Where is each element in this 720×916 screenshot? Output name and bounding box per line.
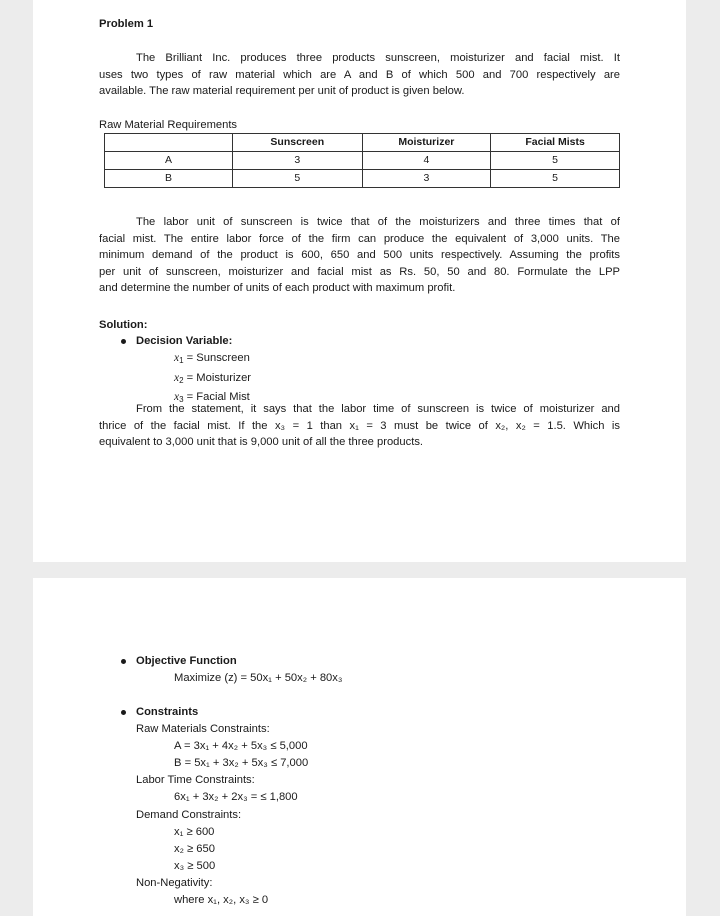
labor-line-4: per unit of sunscreen, moisturizer and facial mist as Rs. 50, 50 and 80. Formulate the LPP: [99, 265, 620, 278]
labor-constraints-heading: Labor Time Constraints:: [136, 774, 255, 786]
raw-material-table: [104, 133, 620, 188]
table-caption: Raw Material Requirements: [99, 119, 238, 131]
objective-expression: Maximize (z) = 50x₁ + 50x₂ + 80x₃: [174, 672, 343, 684]
table-cell: 5: [491, 170, 620, 188]
document-page-2: [33, 578, 686, 916]
variable-item: $x_2$ = Moisturizer: [174, 371, 252, 385]
demand-constraint-1: x₁ ≥ 600: [174, 826, 215, 838]
table-header-blank: [105, 134, 233, 152]
table-header-sunscreen: Sunscreen: [233, 134, 363, 152]
table-cell: 5: [233, 170, 363, 188]
demand-constraints-heading: Demand Constraints:: [136, 809, 242, 821]
objective-heading: Objective Function: [136, 655, 237, 667]
demand-constraint-2: x₂ ≥ 650: [174, 843, 215, 855]
variable-item: $x_1$ = Sunscreen: [174, 352, 250, 365]
nonneg-constraint: where x₁, x₂, x₃ ≥ 0: [174, 894, 269, 906]
raw-constraint-a: A = 3x₁ + 4x₂ + 5x₃ ≤ 5,000: [174, 740, 308, 752]
raw-constraints-heading: Raw Materials Constraints:: [136, 723, 270, 735]
labor-line-2: facial mist. The entire labor force of the firm can produce the equivalent of 3,000 units. The: [99, 232, 620, 245]
table-row: [105, 170, 620, 188]
labor-line-1: The labor unit of sunscreen is twice that of the moisturizers and three times that of: [136, 216, 620, 228]
labor-line-5: and determine the number of units of each product with maximum profit.: [99, 282, 456, 294]
table-header-row: [105, 134, 620, 152]
demand-constraint-3: x₃ ≥ 500: [174, 860, 216, 872]
table-header-facial: Facial Mists: [491, 134, 620, 152]
decision-heading: Decision Variable:: [136, 335, 233, 347]
intro-line-3: available. The raw material requirement per unit of product is given below.: [99, 85, 465, 97]
table-cell: 3: [233, 152, 363, 170]
labor-paragraph: [99, 214, 620, 297]
constraints-heading: Constraints: [136, 706, 199, 718]
labor-constraint: 6x₁ + 3x₂ + 2x₃ = ≤ 1,800: [174, 791, 298, 803]
variable-list: [174, 350, 251, 409]
statement-paragraph: [99, 401, 620, 451]
document-page-1: [33, 0, 686, 562]
table-cell: 4: [362, 152, 491, 170]
variable-item: $x_3$ = Facial Mist: [174, 391, 250, 404]
statement-line-1: From the statement, it says that the labor time of sunscreen is twice of moisturizer and: [136, 403, 620, 415]
intro-line-2: uses two types of raw material which are A and B of which 500 and 700 respectively are: [99, 68, 620, 81]
table-header-moisturizer: Moisturizer: [362, 134, 491, 152]
table-cell-label: A: [105, 152, 233, 170]
problem-intro: [99, 50, 620, 100]
statement-line-2: thrice of the facial mist. If the x₃ = 1 than x₁ = 3 must be twice of x₂, x₂ = 1.5. Which is: [99, 419, 620, 432]
bullet-icon: [121, 339, 126, 344]
intro-line-1: The Brilliant Inc. produces three products sunscreen, moisturizer and facial mist. It: [136, 52, 620, 64]
table-row: [105, 152, 620, 170]
statement-line-3: equivalent to 3,000 unit that is 9,000 unit of all the three products.: [99, 436, 424, 448]
nonneg-heading: Non-Negativity:: [136, 877, 213, 889]
raw-constraint-b: B = 5x₁ + 3x₂ + 5x₃ ≤ 7,000: [174, 757, 309, 769]
table-cell: 3: [362, 170, 491, 188]
labor-line-3: minimum demand of the product is 600, 650 and 500 units respectively. Assuming the profits: [99, 249, 620, 261]
solution-heading: Solution:: [99, 319, 148, 331]
table-cell: 5: [491, 152, 620, 170]
problem-title: Problem 1: [99, 18, 154, 30]
table-cell-label: B: [105, 170, 233, 188]
bullet-icon: [121, 710, 126, 715]
bullet-icon: [121, 659, 126, 664]
